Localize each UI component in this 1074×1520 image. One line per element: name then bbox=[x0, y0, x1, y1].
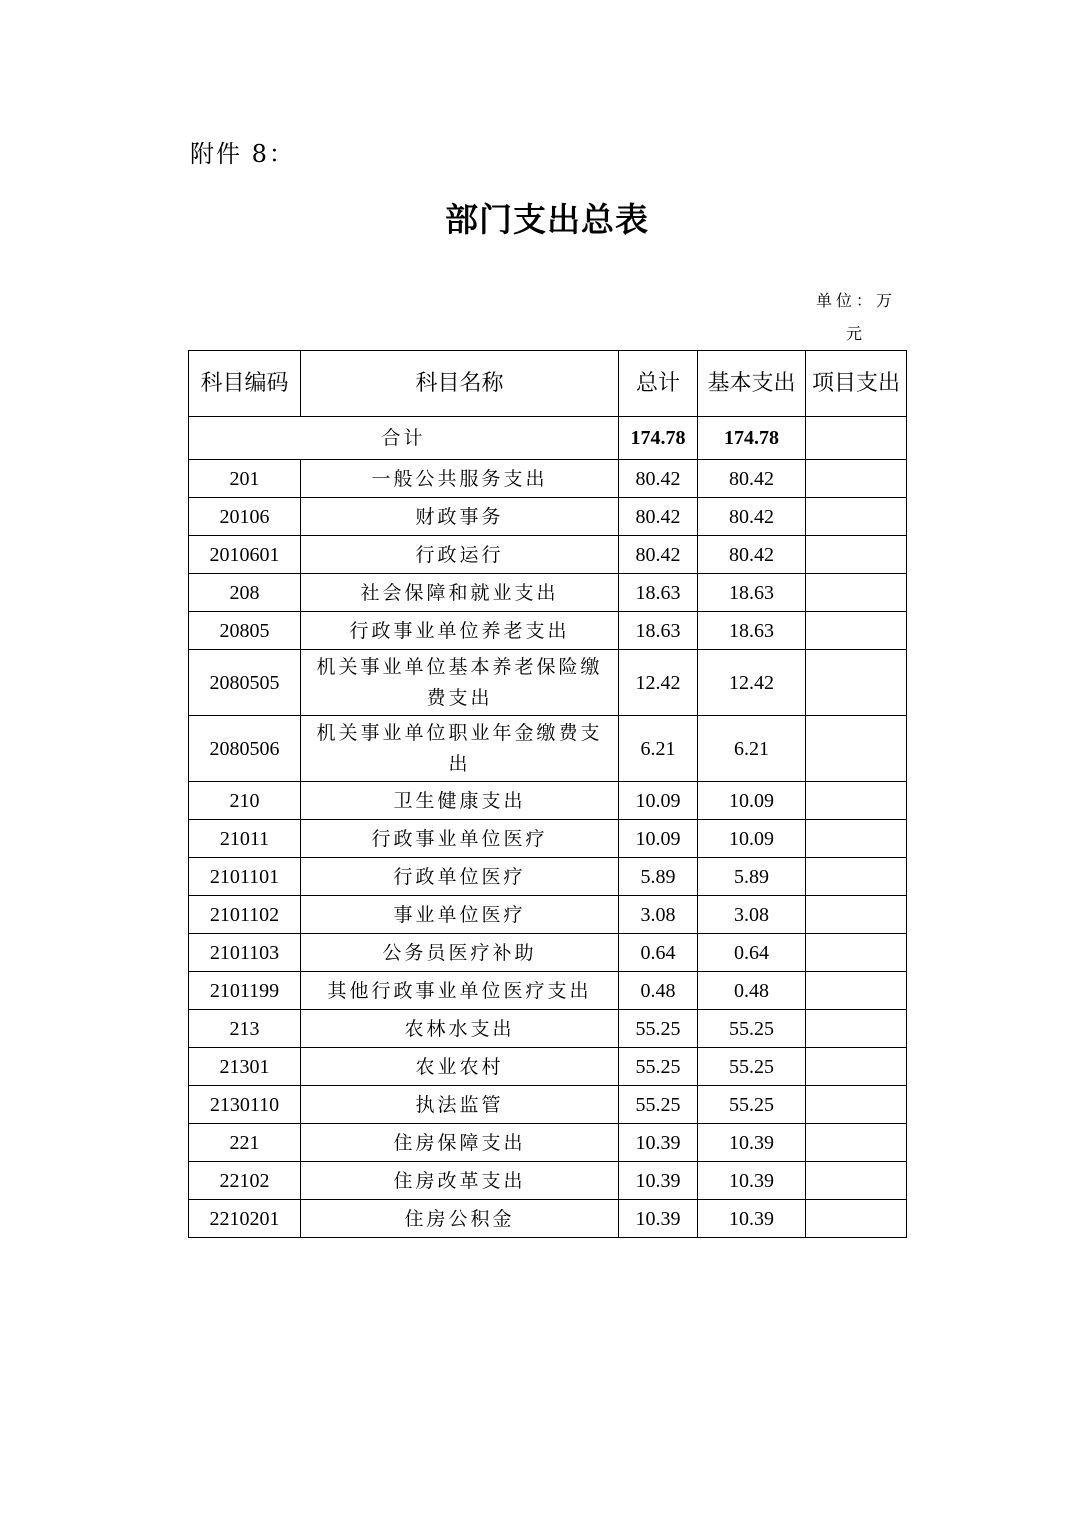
row-code: 22102 bbox=[189, 1162, 301, 1200]
row-project bbox=[806, 1010, 907, 1048]
row-name: 机关事业单位职业年金缴费支出 bbox=[301, 716, 619, 782]
attachment-label: 附件 8： bbox=[190, 140, 295, 168]
row-code: 210 bbox=[189, 782, 301, 820]
row-code: 2101199 bbox=[189, 972, 301, 1010]
table-row bbox=[189, 1124, 907, 1162]
row-name: 行政事业单位养老支出 bbox=[301, 612, 619, 650]
row-basic: 10.39 bbox=[698, 1200, 806, 1238]
table-row bbox=[189, 574, 907, 612]
row-name: 住房保障支出 bbox=[301, 1124, 619, 1162]
row-total: 80.42 bbox=[619, 498, 698, 536]
table-row bbox=[189, 1010, 907, 1048]
row-name: 农业农村 bbox=[301, 1048, 619, 1086]
row-project bbox=[806, 574, 907, 612]
row-code: 20106 bbox=[189, 498, 301, 536]
row-total: 80.42 bbox=[619, 536, 698, 574]
row-basic: 10.39 bbox=[698, 1162, 806, 1200]
row-code: 208 bbox=[189, 574, 301, 612]
row-basic: 18.63 bbox=[698, 612, 806, 650]
row-code: 2130110 bbox=[189, 1086, 301, 1124]
row-basic: 18.63 bbox=[698, 574, 806, 612]
page-title: 部门支出总表 bbox=[445, 200, 649, 239]
row-project bbox=[806, 972, 907, 1010]
row-name: 事业单位医疗 bbox=[301, 896, 619, 934]
row-name: 执法监管 bbox=[301, 1086, 619, 1124]
row-project bbox=[806, 896, 907, 934]
row-project bbox=[806, 858, 907, 896]
table-row bbox=[189, 1086, 907, 1124]
table-header bbox=[189, 351, 907, 417]
row-project bbox=[806, 1124, 907, 1162]
row-basic: 10.09 bbox=[698, 820, 806, 858]
header-row bbox=[189, 351, 907, 417]
row-total: 10.09 bbox=[619, 782, 698, 820]
row-basic: 0.64 bbox=[698, 934, 806, 972]
unit-label: 单位：万元 bbox=[815, 291, 896, 343]
row-total: 6.21 bbox=[619, 716, 698, 782]
table-row bbox=[189, 896, 907, 934]
row-total: 10.39 bbox=[619, 1124, 698, 1162]
row-project bbox=[806, 536, 907, 574]
row-total: 0.64 bbox=[619, 934, 698, 972]
table-row bbox=[189, 498, 907, 536]
row-code: 213 bbox=[189, 1010, 301, 1048]
expenditure-table bbox=[188, 350, 907, 1238]
row-project bbox=[806, 716, 907, 782]
row-project bbox=[806, 934, 907, 972]
row-total: 18.63 bbox=[619, 574, 698, 612]
row-name: 行政事业单位医疗 bbox=[301, 820, 619, 858]
table-row bbox=[189, 536, 907, 574]
row-name: 机关事业单位基本养老保险缴费支出 bbox=[301, 650, 619, 716]
row-project bbox=[806, 782, 907, 820]
row-code: 2101102 bbox=[189, 896, 301, 934]
row-basic: 3.08 bbox=[698, 896, 806, 934]
table-row bbox=[189, 1048, 907, 1086]
row-project bbox=[806, 650, 907, 716]
table-row bbox=[189, 460, 907, 498]
table-row bbox=[189, 612, 907, 650]
row-project bbox=[806, 1200, 907, 1238]
table-row bbox=[189, 972, 907, 1010]
row-code: 20805 bbox=[189, 612, 301, 650]
total-basic: 174.78 bbox=[698, 417, 806, 460]
row-code: 2010601 bbox=[189, 536, 301, 574]
row-basic: 5.89 bbox=[698, 858, 806, 896]
row-basic: 55.25 bbox=[698, 1010, 806, 1048]
table-body bbox=[189, 417, 907, 1238]
row-total: 55.25 bbox=[619, 1048, 698, 1086]
row-total: 5.89 bbox=[619, 858, 698, 896]
row-project bbox=[806, 460, 907, 498]
row-code: 2210201 bbox=[189, 1200, 301, 1238]
row-code: 2080505 bbox=[189, 650, 301, 716]
row-name: 社会保障和就业支出 bbox=[301, 574, 619, 612]
header-project: 项目支出 bbox=[806, 351, 907, 417]
row-code: 21011 bbox=[189, 820, 301, 858]
row-basic: 0.48 bbox=[698, 972, 806, 1010]
total-total: 174.78 bbox=[619, 417, 698, 460]
row-total: 0.48 bbox=[619, 972, 698, 1010]
row-project bbox=[806, 1086, 907, 1124]
row-basic: 80.42 bbox=[698, 536, 806, 574]
row-basic: 55.25 bbox=[698, 1086, 806, 1124]
row-code: 2101101 bbox=[189, 858, 301, 896]
header-total: 总计 bbox=[619, 351, 698, 417]
row-name: 住房改革支出 bbox=[301, 1162, 619, 1200]
row-basic: 80.42 bbox=[698, 498, 806, 536]
row-basic: 10.09 bbox=[698, 782, 806, 820]
table-row bbox=[189, 650, 907, 716]
row-total: 10.39 bbox=[619, 1200, 698, 1238]
header-name: 科目名称 bbox=[301, 351, 619, 417]
row-name: 行政运行 bbox=[301, 536, 619, 574]
table-row bbox=[189, 820, 907, 858]
table-row bbox=[189, 934, 907, 972]
row-code: 221 bbox=[189, 1124, 301, 1162]
row-name: 其他行政事业单位医疗支出 bbox=[301, 972, 619, 1010]
row-basic: 80.42 bbox=[698, 460, 806, 498]
header-basic: 基本支出 bbox=[698, 351, 806, 417]
row-name: 公务员医疗补助 bbox=[301, 934, 619, 972]
table-row bbox=[189, 782, 907, 820]
row-name: 卫生健康支出 bbox=[301, 782, 619, 820]
row-project bbox=[806, 612, 907, 650]
row-project bbox=[806, 1048, 907, 1086]
row-basic: 55.25 bbox=[698, 1048, 806, 1086]
row-basic: 6.21 bbox=[698, 716, 806, 782]
row-total: 10.09 bbox=[619, 820, 698, 858]
row-code: 201 bbox=[189, 460, 301, 498]
total-label: 合计 bbox=[189, 417, 619, 460]
row-project bbox=[806, 1162, 907, 1200]
table-row bbox=[189, 1162, 907, 1200]
row-total: 12.42 bbox=[619, 650, 698, 716]
total-project bbox=[806, 417, 907, 460]
row-code: 2101103 bbox=[189, 934, 301, 972]
row-code: 21301 bbox=[189, 1048, 301, 1086]
row-project bbox=[806, 498, 907, 536]
row-basic: 10.39 bbox=[698, 1124, 806, 1162]
row-code: 2080506 bbox=[189, 716, 301, 782]
row-basic: 12.42 bbox=[698, 650, 806, 716]
row-name: 农林水支出 bbox=[301, 1010, 619, 1048]
row-name: 财政事务 bbox=[301, 498, 619, 536]
row-name: 行政单位医疗 bbox=[301, 858, 619, 896]
row-total: 80.42 bbox=[619, 460, 698, 498]
row-project bbox=[806, 820, 907, 858]
total-row bbox=[189, 417, 907, 460]
row-total: 10.39 bbox=[619, 1162, 698, 1200]
table-row bbox=[189, 858, 907, 896]
row-name: 一般公共服务支出 bbox=[301, 460, 619, 498]
header-code: 科目编码 bbox=[189, 351, 301, 417]
row-name: 住房公积金 bbox=[301, 1200, 619, 1238]
table-row bbox=[189, 1200, 907, 1238]
row-total: 3.08 bbox=[619, 896, 698, 934]
row-total: 18.63 bbox=[619, 612, 698, 650]
table-row bbox=[189, 716, 907, 782]
row-total: 55.25 bbox=[619, 1086, 698, 1124]
row-total: 55.25 bbox=[619, 1010, 698, 1048]
